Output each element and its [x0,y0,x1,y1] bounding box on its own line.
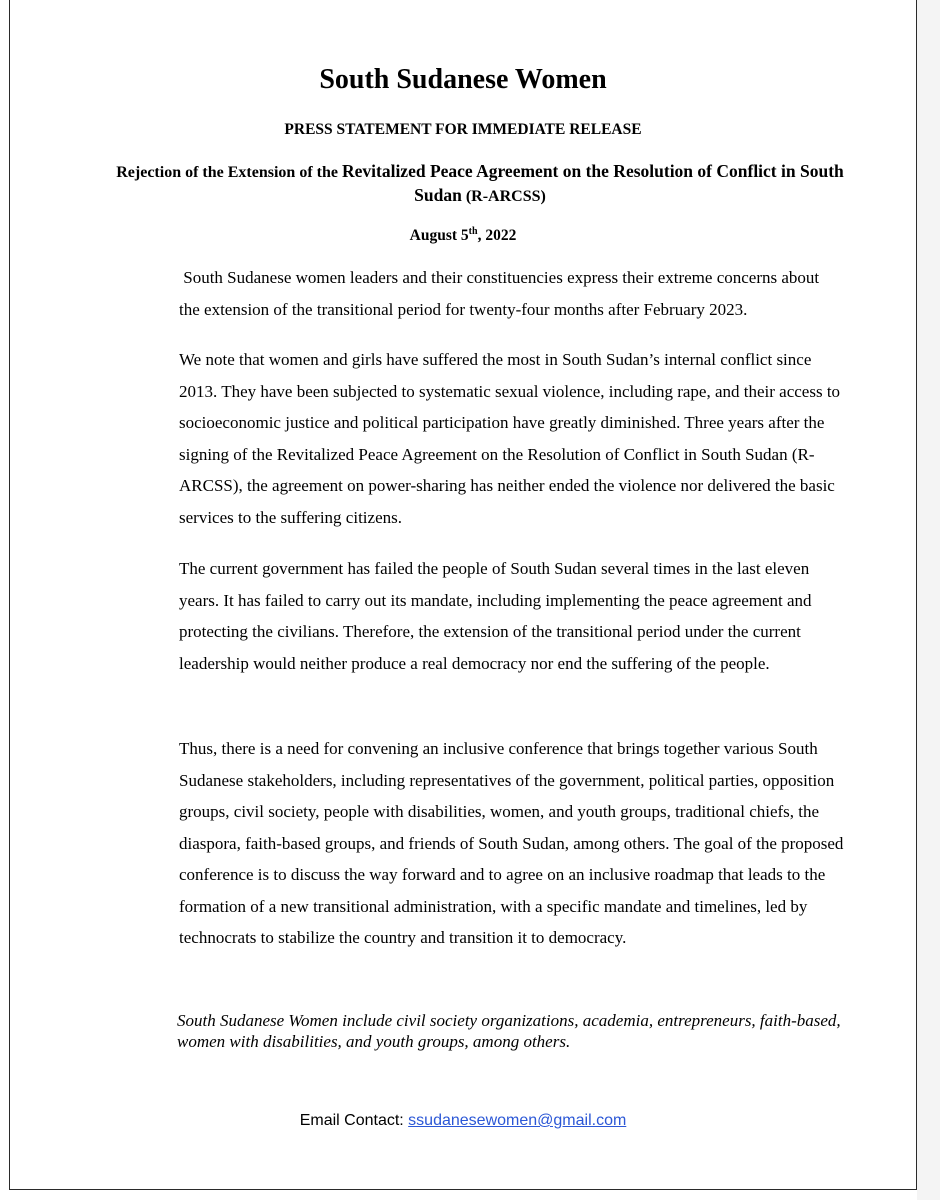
date-month-day: August 5 [409,227,469,244]
closing-note: South Sudanese Women include civil society organizations, academia, entrepreneurs, faith-based, women with disabilities, and youth groups, among others. [177,1011,841,1051]
email-contact [10,1112,916,1130]
document-page [9,0,917,1190]
date-ordinal: th [468,225,478,237]
body-paragraph-4: Thus, there is a need for convening an inclusive conference that brings together various South Sudanese stakeholders, including representatives of the government, political parties, opposition groups, civil society, people with disabilities, women, and youth groups, traditional chiefs, the diaspora, faith-based groups, and friends of South Sudan, among others. The goal of the proposed conference is to discuss the way forward and to agree on an inclusive roadmap that leads to the formation of a new transitional administration, with a specific mandate and timelines, led by technocrats to stabilize the country and transition it to democracy. [179,739,844,947]
press-statement-heading: PRESS STATEMENT FOR IMMEDIATE RELEASE [284,121,642,138]
body-paragraph-3: The current government has failed the people of South Sudan several times in the last eleven years. It has failed to carry out its mandate, including implementing the peace agreement and protecting the civilians. Therefore, the extension of the transitional period under the current leadership would neither produce a real democracy nor end the suffering of the people. [179,559,812,673]
organization-title: South Sudanese Women [319,64,607,95]
body-paragraph-2: We note that women and girls have suffered the most in South Sudan’s internal conflict since 2013. They have been subjected to systematic sexual violence, including rape, and their access to socioeconomic justice and political participation have greatly diminished. Three years after the signing of the Revitalized Peace Agreement on the Resolution of Conflict in South Sudan (R-ARCSS), the agreement on power-sharing has neither ended the violence nor delivered the basic services to the suffering citizens. [179,350,841,527]
contact-email-link[interactable]: ssudanesewomen@gmail.com [408,1112,627,1129]
subject-prefix: Rejection of the Extension of the [116,164,338,181]
subject-main: Revitalized Peace Agreement on the Resolution of Conflict in South Sudan [341,161,844,205]
statement-date [10,227,916,245]
contact-label: Email Contact: [299,1112,409,1129]
statement-subject [110,160,850,208]
body-paragraph-1: South Sudanese women leaders and their constituencies express their extreme concerns about the extension of the transitional period for twenty-four months after February 2023. [179,268,824,319]
subject-suffix: (R-ARCSS) [465,188,546,205]
date-year: , 2022 [477,227,517,244]
viewer-background [917,0,940,1200]
